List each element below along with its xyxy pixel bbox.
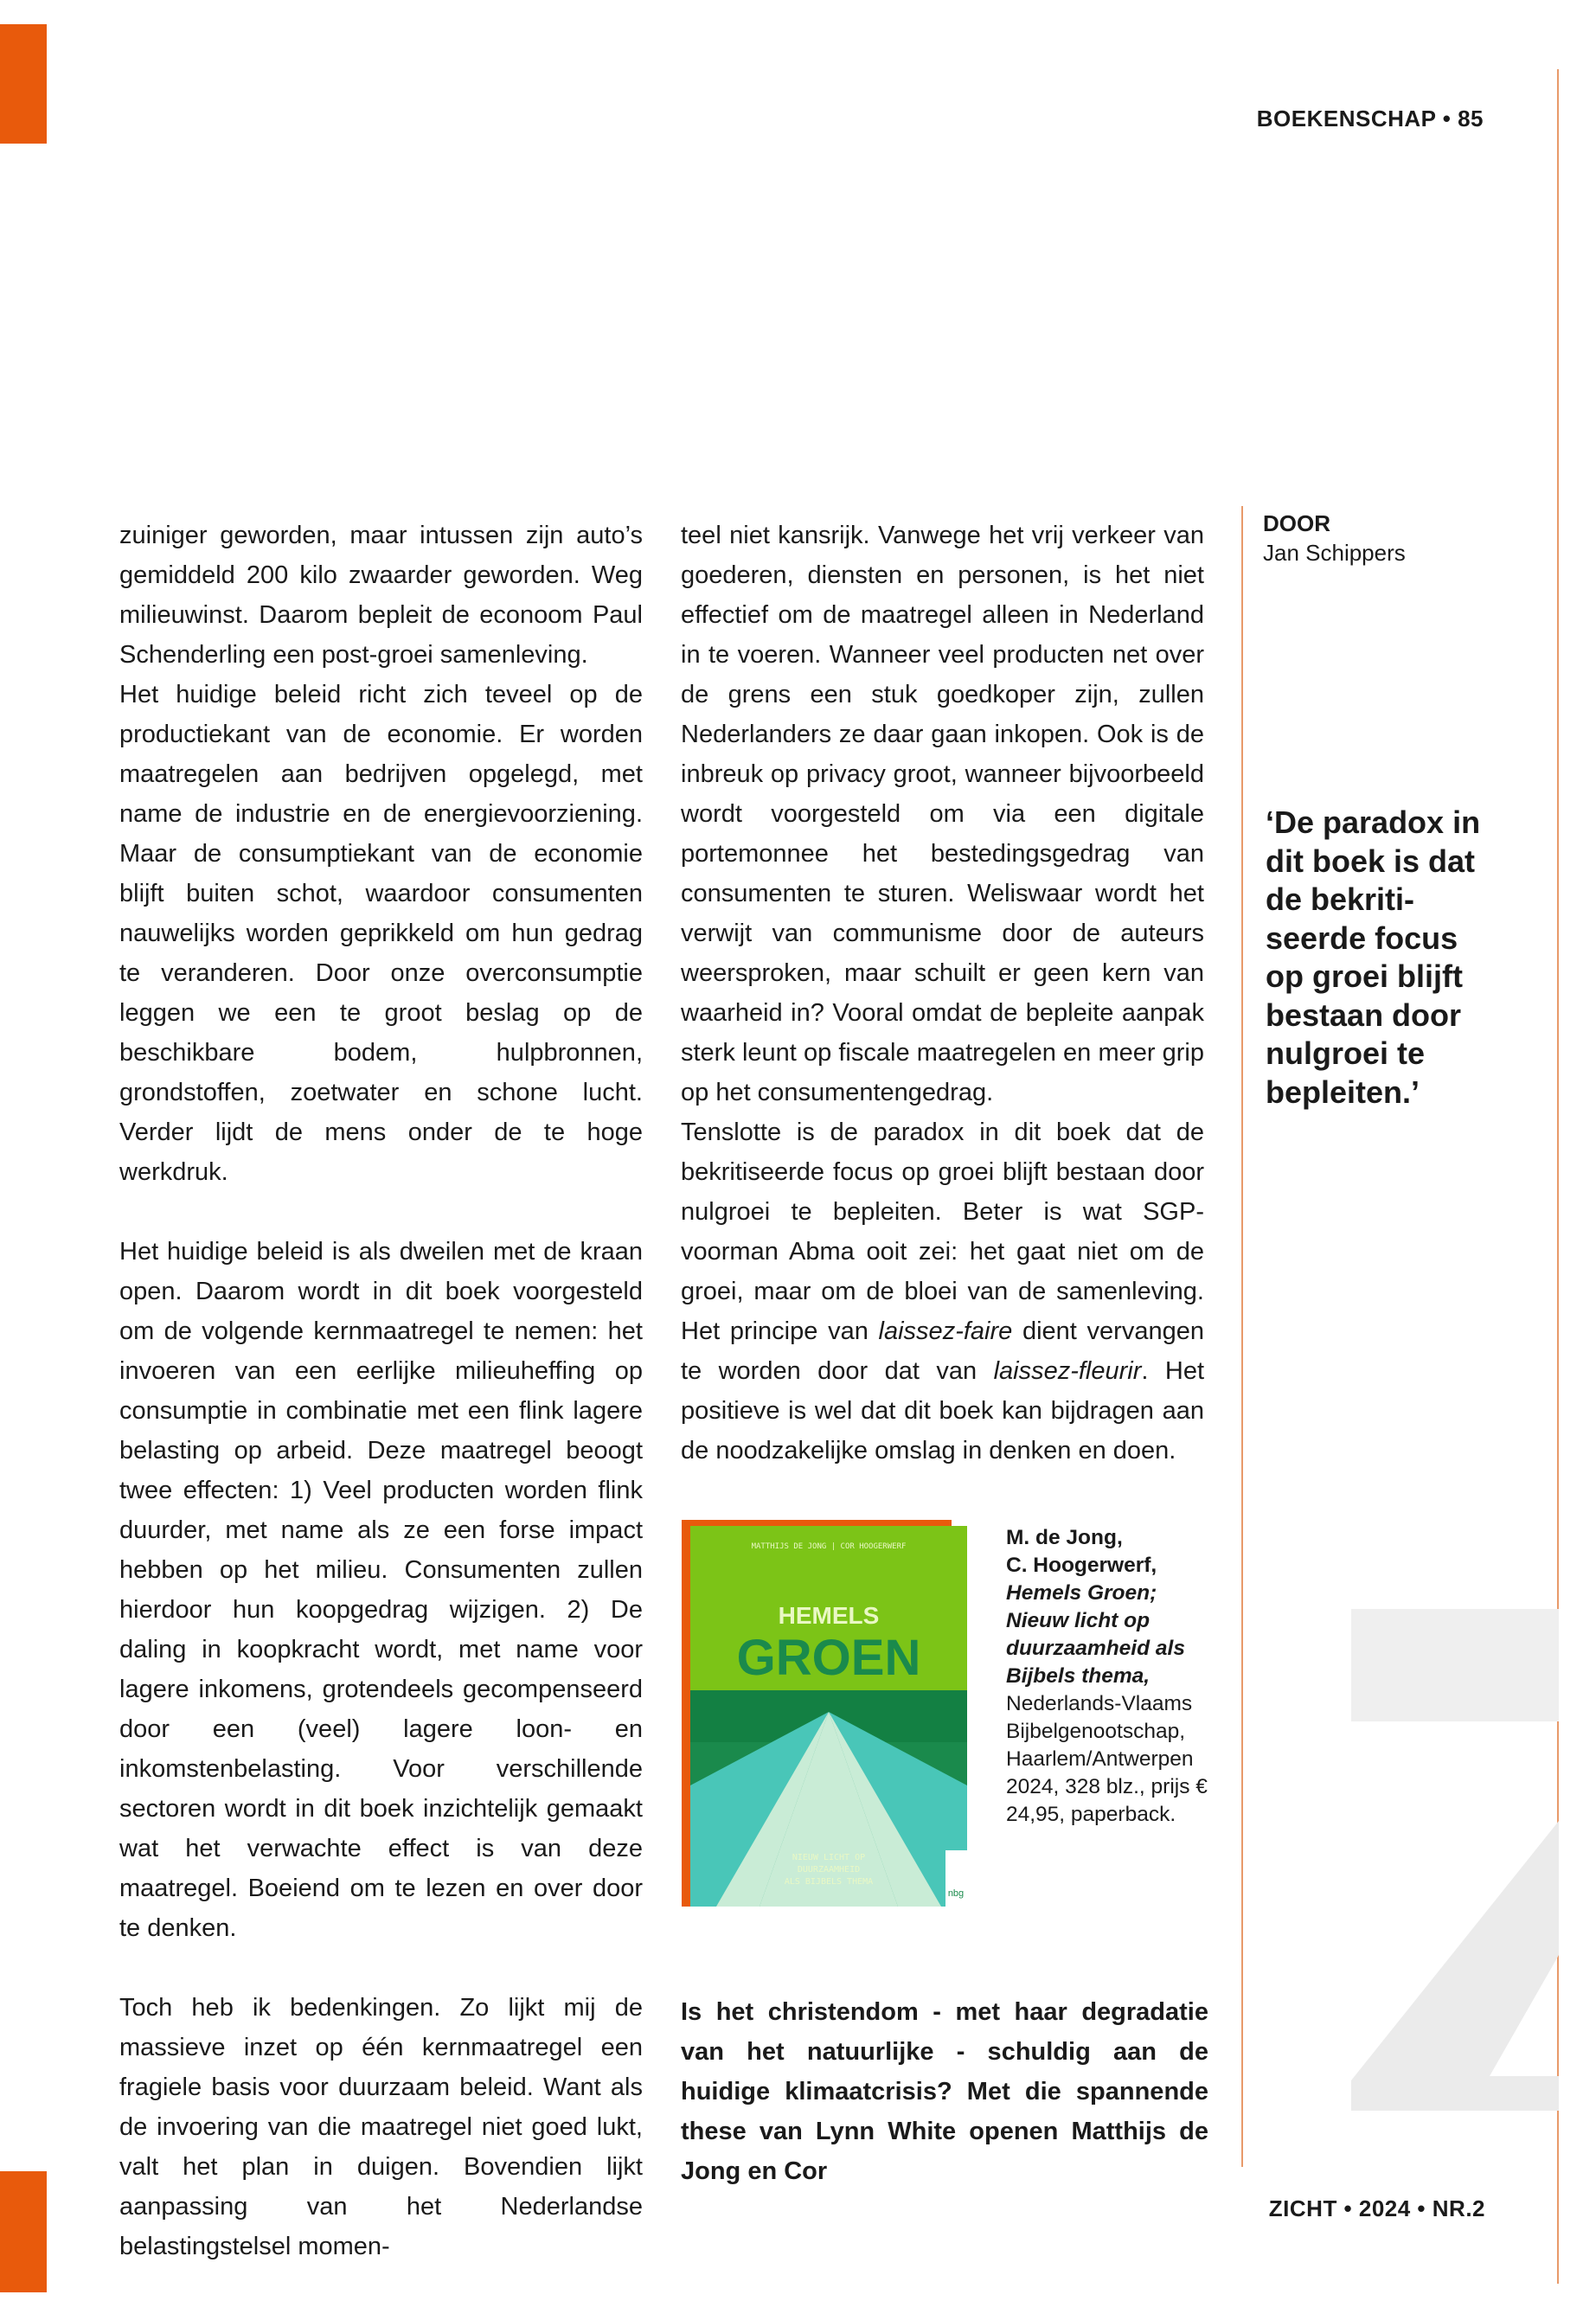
cover-publisher-logo: nbg	[947, 1888, 965, 1899]
paragraph: zuiniger geworden, maar intussen zijn auto’s gemiddeld 200 kilo zwaarder geworden. Weg milieuwinst. Daarom bepleit de econoom Paul Schenderling een post-groei samenleving.	[119, 522, 643, 669]
byline-author: Jan Schippers	[1263, 540, 1406, 566]
bottom-left-accent-bar	[0, 2171, 47, 2292]
book-publication-details: Nederlands-Vlaams Bijbelgenootschap, Haarlem/Antwerpen 2024, 328 blz., prijs € 24,95, paperback.	[1006, 1692, 1208, 1826]
book-author: M. de Jong,	[1006, 1526, 1123, 1549]
paragraph: Het huidige beleid richt zich teveel op de productiekant van de economie. Er worden maatregelen aan bedrijven opgelegd, met name de industrie en de energievoorziening. Maar de consumptiekant van de economie blijft buiten schot, waardoor consumenten nauwelijks worden geprikkeld om hun gedrag te veranderen. Door onze overconsumptie leggen we een te groot beslag op de beschikbare bodem, hulpbronnen, grondstoffen, zoetwater en schone lucht. Verder lijdt de mens onder de te hoge werkdruk.	[119, 681, 643, 1186]
top-left-accent-bar	[0, 24, 47, 144]
sidebar-vertical-rule	[1241, 506, 1243, 2167]
italic-term: laissez-fleurir	[993, 1357, 1142, 1385]
italic-term: laissez-faire	[878, 1317, 1013, 1345]
paragraph: Het huidige beleid is als dweilen met de kraan open. Daarom wordt in dit boek voorgesteld om de volgende kernmaatregel te nemen: het invoeren van een eerlijke milieuheffing op consumptie in combinatie met een flink lagere belasting op arbeid. Deze maatregel beoogt twee effecten: 1) Veel producten worden flink duurder, met name als ze een forse impact hebben op het milieu. Consumenten zullen hierdoor hun koopgedrag wijzigen. 2) De daling in koopkracht wordt, met name voor lagere inkomens, grotendeels gecompenseerd door een (veel) lagere loon- en inkomstenbelasting. Voor verschillende sectoren wordt in dit boek inzichtelijk gemaakt wat het verwachte effect is van deze maatregel. Boeiend om te lezen en over door te denken.	[119, 1238, 643, 1942]
paragraph: Tenslotte is de paradox in dit boek dat de bekritiseerde focus op groei blijft bestaan door nulgroei te bepleiten. Beter is wat SGP-voorman Abma ooit zei: het gaat niet om de groei, maar om de bloei van de samenleving. Het principe van laissez-faire dient vervangen te worden door dat van laissez-fleurir. Het positieve is wel dat dit boek kan bijdragen aan de noodzakelijke omslag in denken en doen.	[681, 1118, 1205, 1465]
article-column-middle	[681, 516, 1204, 1471]
book-title: Hemels Groen; Nieuw licht op duurzaamheid als Bijbels thema,	[1006, 1581, 1185, 1688]
book-author: C. Hoogerwerf,	[1006, 1554, 1157, 1577]
page-footer: ZICHT • 2024 • NR.2	[1268, 2195, 1485, 2221]
cover-subtitle: DUURZAAMHEID	[797, 1865, 861, 1875]
pull-quote: ‘De paradox in dit boek is dat de bekriti-seerde focus op groei blijft bestaan door nulgroei te bepleiten.’	[1266, 804, 1481, 1110]
paragraph: Toch heb ik bedenkingen. Zo lijkt mij de massieve inzet op één kernmaatregel een fragiele basis voor duurzaam beleid. Want als de invoering van die maatregel niet goed lukt, valt het plan in duigen. Bovendien lijkt aanpassing van het Nederlandse belastingstelsel momen-	[119, 1994, 643, 2260]
next-article-intro	[681, 1992, 1208, 2191]
page-header: BOEKENSCHAP • 85	[1256, 106, 1484, 131]
cover-title-main: GROEN	[736, 1630, 921, 1686]
paragraph: teel niet kansrijk. Vanwege het vrij verkeer van goederen, diensten en personen, is het niet effectief om de maatregel alleen in Nederland in te voeren. Wanneer veel producten net over de grens een stuk goedkoper zijn, zullen Nederlanders ze daar gaan inkopen. Ook is de inbreuk op privacy groot, wanneer bijvoorbeeld wordt voorgesteld om via een digitale portemonnee het bestedingsgedrag van consumenten te sturen. Weliswaar wordt het verwijt van communisme door de auteurs weersproken, maar schuilt er geen kern van waarheid in? Vooral omdat de bepleite aanpak sterk leunt op fiscale maatregelen en meer grip op het consumentengedrag.	[681, 522, 1204, 1106]
z-watermark-graphic	[1351, 1609, 1559, 2111]
cover-authors: MATTHIJS DE JONG | COR HOOGERWERF	[751, 1542, 907, 1551]
book-cover-art	[690, 1526, 967, 1907]
cover-subtitle: ALS BIJBELS THEMA	[784, 1877, 874, 1887]
cover-title-top: HEMELS	[778, 1602, 880, 1629]
article-column-left	[119, 516, 643, 2266]
book-details	[1006, 1524, 1222, 1829]
cover-subtitle: NIEUW LICHT OP	[792, 1853, 866, 1862]
book-cover	[690, 1526, 967, 1907]
intro-text: Is het christendom - met haar degradatie van het natuurlijke - schuldig aan de huidige klimaatcrisis? Met die spannende these van Lynn White openen Matthijs de Jong en Cor	[681, 1998, 1208, 2185]
byline-label: DOOR	[1263, 510, 1330, 536]
